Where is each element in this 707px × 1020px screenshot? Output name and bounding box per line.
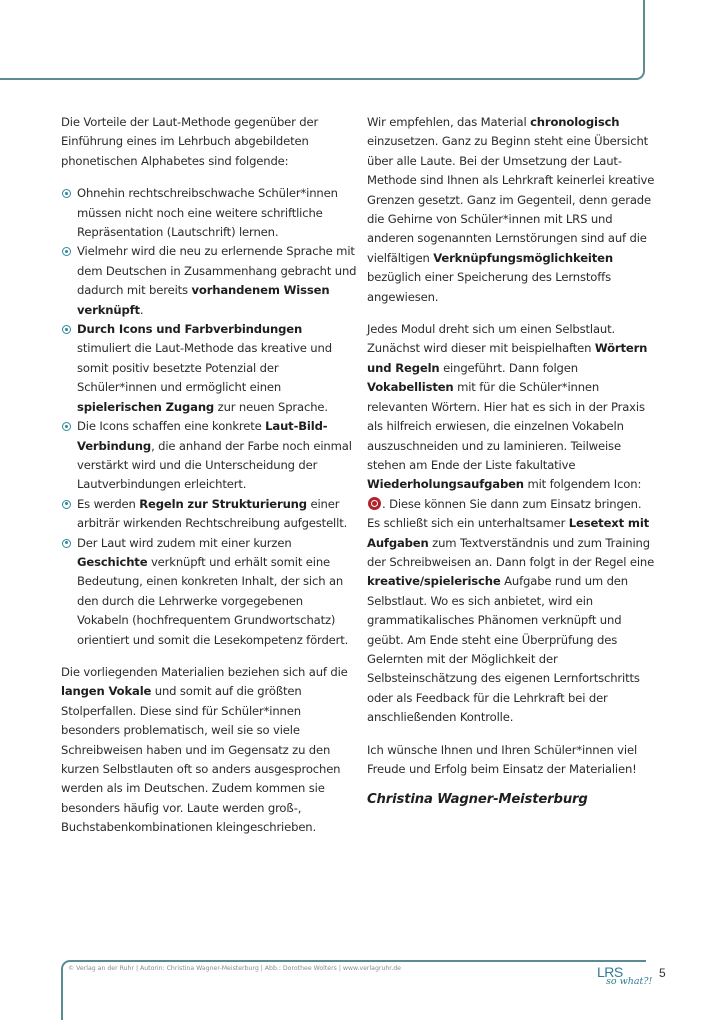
materials-paragraph: Die vorliegenden Materialien beziehen sich auf die langen Vokale und somit auf die größten Stolperfallen. Diese sind für Schüler*innen besonders problematisch, weil sie so viele Schreibweisen haben und im Gegensatz zu den kurzen Selbstlauten oft so anders ausgesprochen werden als im Deutschen. Zudem kommen sie besonders häufig vor. Laute werden groß-, Buchstabenkombinationen kleingeschrieben. <box>61 664 348 835</box>
list-item: Durch Icons und Farbverbindungen stimuliert die Laut-Methode das kreative und somit positiv besetzte Potenzial der Schüler*innen und ermöglicht einen spielerischen Zugang zur neuen Sprache. <box>61 320 357 417</box>
list-item: Vielmehr wird die neu zu erlernende Sprache mit dem Deutschen in Zusammenhang gebracht und dadurch mit bereits vorhandenem Wissen verknüpft. <box>61 242 357 320</box>
closing-paragraph: Ich wünsche Ihnen und Ihren Schüler*innen viel Freude und Erfolg beim Einsatz der Materialien! <box>367 742 638 776</box>
logo-main-text: LRS <box>597 964 623 980</box>
bullet-icon <box>62 422 71 431</box>
list-item: Ohnehin rechtschreibschwache Schüler*innen müssen nicht noch eine weitere schriftliche Repräsentation (Lautschrift) lernen. <box>61 184 357 242</box>
bullet-icon <box>62 539 71 548</box>
module-paragraph: Jedes Modul dreht sich um einen Selbstlaut. Zunächst wird dieser mit beispielhaften Wörtern und Regeln eingeführt. Dann folgen Vokabellisten mit für die Schüler*innen relevanten Wörtern. Hier hat es sich in der Praxis als hilfreich erwiesen, die einzelnen Vokabeln auszuschneiden und zu laminieren. Teilweise stehen am Ende der Liste fakultative Wiederholungsaufgaben mit folgendem Icon: . Diese können Sie dann zum Einsatz bringen. Es schließt sich ein unterhaltsamer Lesetext mit Aufgaben zum Textverständnis und zum Training der Schreibweisen an. Dann folgt in der Regel eine kreative/spielerische Aufgabe rund um den Selbstlaut. Wo es sich anbietet, wird ein grammatikalisches Phänomen verknüpft und geübt. Am Ende steht eine Überprüfung des Gelernten mit der Möglichkeit der Selbsteinschätzung des eigenen Lernfortschritts oder als Feedback für die Lehrkraft bei der anschließenden Kontrolle. <box>367 322 655 725</box>
lrs-logo <box>597 964 653 992</box>
logo-sub-text: so what?! <box>606 976 653 987</box>
author-signature: Christina Wagner-Meisterburg <box>367 792 588 808</box>
list-item: Die Icons schaffen eine konkrete Laut-Bild-Verbindung, die anhand der Farbe noch einmal verstärkt wird und die Unterscheidung der Lautverbindungen erleichtert. <box>61 417 357 495</box>
page-number: 5 <box>659 966 666 980</box>
bullet-icon <box>62 189 71 198</box>
recommendation-paragraph: Wir empfehlen, das Material chronologisch einzusetzen. Ganz zu Beginn steht eine Übersicht über alle Laute. Bei der Umsetzung der Laut-Methode sind Ihnen als Lehrkraft keinerlei kreative Grenzen gesetzt. Ganz im Gegenteil, denn gerade die Gehirne von Schüler*innen mit LRS und anderen sogenannten Lernstörungen sind auf die vielfältigen Verknüpfungsmöglichkeiten bezüglich einer Speicherung des Lernstoffs angewiesen. <box>367 115 655 304</box>
top-frame-border <box>0 0 645 80</box>
bullet-icon <box>62 325 71 334</box>
left-column <box>61 113 357 851</box>
repeat-icon <box>368 497 381 510</box>
footer-credits: © Verlag an der Ruhr | Autorin: Christina Wagner-Meisterburg | Abb.: Dorothee Wolters | www.verlagruhr.de <box>68 965 401 972</box>
right-column <box>367 113 657 810</box>
intro-paragraph: Die Vorteile der Laut-Methode gegenüber der Einführung eines im Lehrbuch abgebildeten phonetischen Alphabetes sind folgende: <box>61 115 319 168</box>
bullet-icon <box>62 247 71 256</box>
list-item: Es werden Regeln zur Strukturierung einer arbiträr wirkenden Rechtschreibung aufgestellt. <box>61 495 357 534</box>
advantages-list <box>61 184 357 650</box>
list-item: Der Laut wird zudem mit einer kurzen Geschichte verknüpft und erhält somit eine Bedeutung, einen konkreten Inhalt, der sich an den durch die Lehrwerke vorgegebenen Vokabeln (hochfrequentem Grundwortschatz) orientiert und somit die Lesekompetenz fördert. <box>61 534 357 650</box>
bullet-icon <box>62 500 71 509</box>
